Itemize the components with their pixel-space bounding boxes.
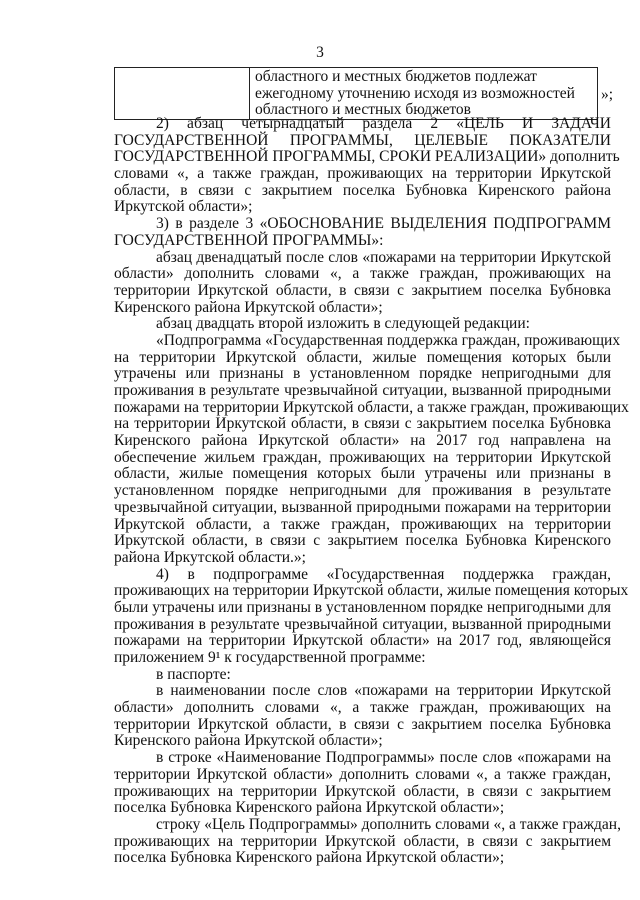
text-line: утрачены или признаны в установленном порядке непригодными для <box>114 365 611 383</box>
text-line: Иркутской области»; <box>114 198 253 216</box>
text-line: территории Иркутской области» дополнить словами «, а также граждан, <box>114 765 611 783</box>
table-cell-line: ежегодному уточнению исходя из возможностей <box>255 84 575 102</box>
paragraph <box>114 115 620 216</box>
paragraph <box>114 331 629 567</box>
text-line: Иркутской области, а также граждан, проживающих на территории <box>114 515 611 533</box>
text-line: Киренского района Иркутской области»; <box>114 298 383 316</box>
text-line: в наименовании после слов «пожарами на территории Иркутской <box>156 682 611 700</box>
text-line: поселка Бубновка Киренского района Иркутской области»; <box>114 799 505 817</box>
table-cell-line: областного и местных бюджетов подлежат <box>255 68 537 85</box>
paragraph <box>114 815 621 867</box>
text-line: проживающих на территории Иркутской области, жилые помещения которых <box>114 582 629 600</box>
text-line: области» дополнить словами «, а также граждан, проживающих на <box>114 265 611 283</box>
page-number: 3 <box>316 44 324 61</box>
text-line: проживающих на территории Иркутской области, в связи с закрытием <box>114 782 611 800</box>
document-body <box>114 115 629 867</box>
text-line: словами «, а также граждан, проживающих на территории Иркутской <box>114 165 611 183</box>
text-line: абзац двадцать второй изложить в следующей редакции: <box>156 315 530 333</box>
text-line: Киренского района Иркутской области» на 2017 год направлена на <box>114 432 611 450</box>
text-line: территории Иркутской области, в связи с закрытием поселка Бубновка <box>114 715 611 733</box>
text-line: в паспорте: <box>156 665 231 683</box>
text-line: обеспечение жильем граждан, проживающих на территории Иркутской <box>114 448 611 466</box>
paragraph <box>114 667 611 684</box>
text-line: поселка Бубновка Киренского района Иркутской области»; <box>114 849 505 867</box>
text-line: установленном порядке непригодными для проживания в результате <box>114 482 611 500</box>
text-line: проживания в результате чрезвычайной ситуации, вызванной природными <box>114 382 611 399</box>
text-line: пожарами на территории Иркутской области» на 2017 год, являющейся <box>114 632 611 650</box>
text-line: пожарами на территории Иркутской области, а также граждан, проживающих <box>114 398 629 416</box>
table-cell-text <box>250 68 598 120</box>
text-line: приложением 9¹ к государственной программе: <box>114 649 426 666</box>
table-cell-line: областного и местных бюджетов <box>255 101 471 118</box>
table-row <box>115 68 598 120</box>
text-line: строку «Цель Подпрограммы» дополнить словами «, а также граждан, <box>156 815 621 833</box>
text-line: района Иркутской области.»; <box>114 548 306 566</box>
text-line: на территории Иркутской области, жилые помещения которых были <box>114 348 611 366</box>
text-line: ГОСУДАРСТВЕННОЙ ПРОГРАММЫ, СРОКИ РЕАЛИЗАЦИИ» дополнить <box>114 148 620 166</box>
table-closing-quote: »; <box>601 86 614 103</box>
text-line: в строке «Наименование Подпрограммы» после слов «пожарами на <box>156 749 611 767</box>
table-cell-empty <box>115 68 250 120</box>
text-line: чрезвычайной ситуации, вызванной природными пожарами на территории <box>114 498 611 516</box>
paragraph <box>114 565 629 667</box>
paragraph <box>114 216 611 249</box>
text-line: 3) в разделе 3 «ОБОСНОВАНИЕ ВЫДЕЛЕНИЯ ПОДПРОГРАММ <box>156 215 611 233</box>
paragraph <box>114 683 611 750</box>
text-line: были утрачены или признаны в установленном порядке непригодными для <box>114 598 611 616</box>
text-line: области, в связи с закрытием поселка Бубновка Киренского района <box>114 181 611 199</box>
text-line: проживания в результате чрезвычайной ситуации, вызванной природными <box>114 615 611 633</box>
paragraph <box>114 316 611 333</box>
table-fragment <box>114 67 598 118</box>
text-line: области» дополнить словами «, а также граждан, проживающих на <box>114 699 611 717</box>
text-line: области, жилые помещения которых были утрачены или признаны в <box>114 465 611 483</box>
text-line: ГОСУДАРСТВЕННОЙ ПРОГРАММЫ»: <box>114 231 384 249</box>
text-line: Иркутской области, в связи с закрытием поселка Бубновка Киренского <box>114 532 611 550</box>
text-line: проживающих на территории Иркутской области, в связи с закрытием <box>114 832 611 850</box>
paragraph <box>114 750 611 817</box>
text-line: 2) абзац четырнадцатый раздела 2 «ЦЕЛЬ И ЗАДАЧИ <box>156 115 611 132</box>
paragraph <box>114 250 611 317</box>
text-line: территории Иркутской области, в связи с закрытием поселка Бубновка <box>114 281 611 299</box>
text-line: 4) в подпрограмме «Государственная поддержка граждан, <box>156 565 611 583</box>
text-line: ГОСУДАРСТВЕННОЙ ПРОГРАММЫ, ЦЕЛЕВЫЕ ПОКАЗАТЕЛИ <box>114 131 611 149</box>
program-table <box>114 67 598 120</box>
text-line: Киренского района Иркутской области»; <box>114 732 383 750</box>
text-line: абзац двенадцатый после слов «пожарами на территории Иркутской <box>156 248 611 266</box>
text-line: на территории Иркутской области, в связи с закрытием поселка Бубновка <box>114 415 611 433</box>
text-line: «Подпрограмма «Государственная поддержка граждан, проживающих <box>156 331 621 349</box>
